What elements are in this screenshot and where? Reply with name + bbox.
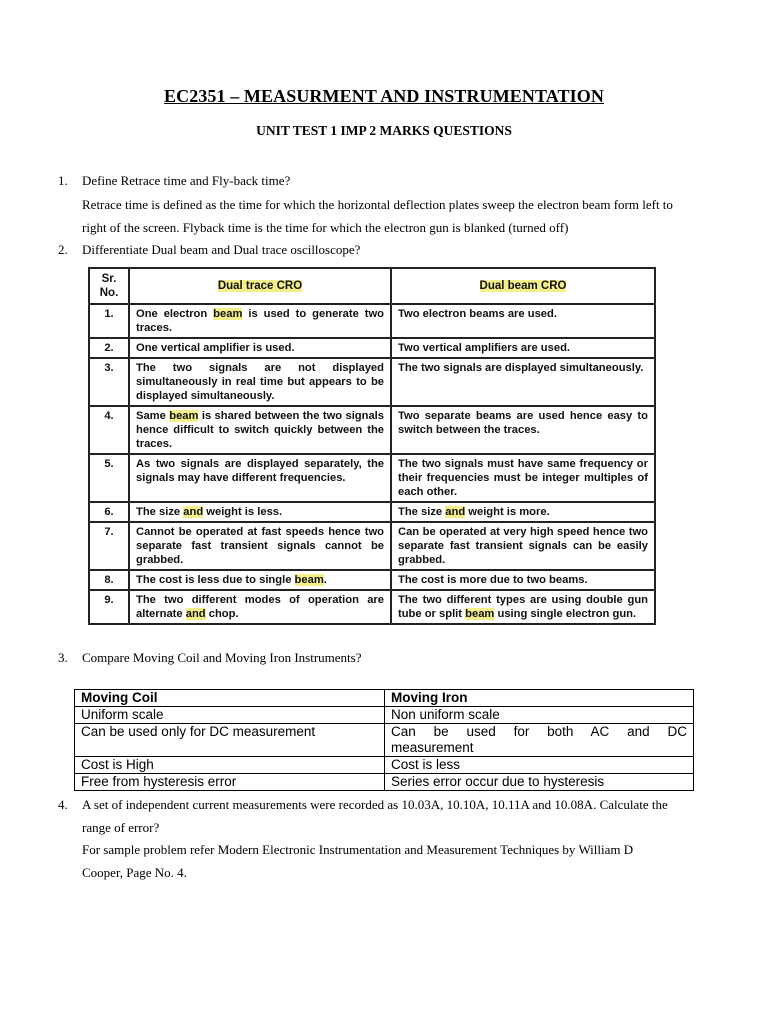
- question-3-number: 3.: [58, 650, 68, 665]
- dual-beam-cell: The cost is more due to two beams.: [391, 570, 655, 590]
- question-2-number: 2.: [58, 242, 68, 257]
- answer-1-line-1: Retrace time is defined as the time for which the horizontal deflection plates sweep the electron beam form left to: [82, 197, 673, 212]
- dual-beam-cell: The two signals must have same frequency or their frequencies must be integer multiples of each other.: [391, 454, 655, 502]
- question-2-text: Differentiate Dual beam and Dual trace oscilloscope?: [82, 242, 361, 257]
- header-sr-no: [89, 268, 129, 304]
- question-4-number: 4.: [58, 797, 68, 812]
- question-4-continued: range of error?: [82, 820, 160, 835]
- dual-trace-cell: As two signals are displayed separately, the signals may have different frequencies.: [129, 454, 391, 502]
- cell-text: weight is more.: [468, 506, 550, 518]
- header-moving-coil: Moving Coil: [75, 690, 385, 707]
- answer-4-line-2: Cooper, Page No. 4.: [82, 865, 187, 880]
- table-row: [89, 590, 655, 624]
- moving-coil-cell: Free from hysteresis error: [75, 774, 385, 791]
- moving-iron-cell: [385, 724, 694, 757]
- question-1-number: 1.: [58, 173, 68, 188]
- dual-trace-cell: Cannot be operated at fast speeds hence two separate fast transient signals cannot be grabbed.: [129, 522, 391, 570]
- cell-text: Same: [136, 410, 166, 422]
- table-header-row: [89, 268, 655, 304]
- table-row: [89, 358, 655, 406]
- highlight-text: and: [183, 506, 204, 518]
- header-dual-beam: [391, 268, 655, 304]
- row-sr: 1.: [89, 304, 129, 338]
- cell-text: .: [323, 574, 327, 586]
- header-no: No.: [99, 287, 119, 299]
- dual-trace-cell: [129, 406, 391, 454]
- answer-4-line-1: For sample problem refer Modern Electronic Instrumentation and Measurement Techniques by William D: [82, 842, 634, 857]
- moving-iron-cell: Non uniform scale: [385, 707, 694, 724]
- cell-text: chop.: [208, 608, 239, 620]
- header-sr: Sr.: [101, 273, 117, 285]
- table-row: [75, 757, 694, 774]
- moving-coil-vs-iron-table: [74, 689, 694, 791]
- cell-text: The size: [398, 506, 443, 518]
- highlight-text: and: [185, 608, 206, 620]
- table-header-row: [75, 690, 694, 707]
- header-dual-trace: [129, 268, 391, 304]
- table-row: [75, 774, 694, 791]
- cell-text: is used to generate two traces.: [136, 308, 385, 334]
- dual-beam-cell: Two electron beams are used.: [391, 304, 655, 338]
- cell-text: The size: [136, 506, 181, 518]
- header-dual-beam-label: Dual beam CRO: [479, 280, 567, 292]
- cell-text: using single electron gun.: [497, 608, 637, 620]
- answer-1-line-2: right of the screen. Flyback time is the time for which the electron gun is blanked (turned off): [82, 220, 569, 235]
- highlight-text: beam: [294, 574, 324, 586]
- header-dual-trace-label: Dual trace CRO: [217, 280, 303, 292]
- dual-trace-cell: One vertical amplifier is used.: [129, 338, 391, 358]
- moving-coil-cell: Can be used only for DC measurement: [75, 724, 385, 757]
- dual-beam-cell: Two separate beams are used hence easy to switch between the traces.: [391, 406, 655, 454]
- row-sr: 6.: [89, 502, 129, 522]
- table-row: [89, 502, 655, 522]
- cell-text: The cost is less due to single: [136, 574, 292, 586]
- document-title: EC2351 – MEASURMENT AND INSTRUMENTATION: [164, 86, 604, 106]
- highlight-text: beam: [169, 410, 199, 422]
- question-2: [58, 242, 360, 258]
- dual-trace-vs-dual-beam-table: [88, 267, 656, 625]
- question-3: [58, 650, 361, 666]
- table-row: [89, 454, 655, 502]
- row-sr: 3.: [89, 358, 129, 406]
- row-sr: 9.: [89, 590, 129, 624]
- table-row: [75, 724, 694, 757]
- dual-trace-cell: The two signals are not displayed simultaneously in real time but appears to be displayed simultaneously.: [129, 358, 391, 406]
- moving-iron-line-1: Can be used for both AC and DC: [391, 724, 687, 739]
- cell-text: The two different modes of operation are alternate: [136, 594, 384, 620]
- dual-beam-cell: The two signals are displayed simultaneously.: [391, 358, 655, 406]
- row-sr: 2.: [89, 338, 129, 358]
- dual-beam-cell: Can be operated at very high speed hence two separate fast transient signals can be easily grabbed.: [391, 522, 655, 570]
- row-sr: 5.: [89, 454, 129, 502]
- question-3-text: Compare Moving Coil and Moving Iron Instruments?: [82, 650, 362, 665]
- dual-trace-cell: [129, 590, 391, 624]
- row-sr: 4.: [89, 406, 129, 454]
- question-1-text: Define Retrace time and Fly-back time?: [82, 173, 291, 188]
- moving-iron-cell: Cost is less: [385, 757, 694, 774]
- row-sr: 8.: [89, 570, 129, 590]
- moving-coil-cell: Cost is High: [75, 757, 385, 774]
- table-row: [75, 707, 694, 724]
- table-row: [89, 522, 655, 570]
- cell-text: weight is less.: [206, 506, 283, 518]
- question-1: [58, 173, 290, 189]
- row-sr: 7.: [89, 522, 129, 570]
- document-subtitle: UNIT TEST 1 IMP 2 MARKS QUESTIONS: [256, 123, 512, 138]
- dual-beam-cell: [391, 590, 655, 624]
- question-4: [58, 797, 668, 813]
- dual-trace-cell: [129, 502, 391, 522]
- header-moving-iron: Moving Iron: [385, 690, 694, 707]
- table-row: [89, 406, 655, 454]
- highlight-text: and: [445, 506, 466, 518]
- cell-text: One electron: [136, 308, 208, 320]
- moving-coil-cell: Uniform scale: [75, 707, 385, 724]
- highlight-text: beam: [213, 308, 243, 320]
- cell-text: The two different types are using double gun tube or split: [398, 594, 648, 620]
- table-row: [89, 570, 655, 590]
- dual-trace-cell: [129, 570, 391, 590]
- question-4-text: A set of independent current measurements were recorded as 10.03A, 10.10A, 10.11A and 10.08A. Calculate the: [82, 797, 668, 812]
- moving-iron-cell: Series error occur due to hysteresis: [385, 774, 694, 791]
- dual-beam-cell: Two vertical amplifiers are used.: [391, 338, 655, 358]
- table-row: [89, 338, 655, 358]
- dual-beam-cell: [391, 502, 655, 522]
- dual-trace-cell: [129, 304, 391, 338]
- cell-text: is shared between the two signals hence difficult to switch quickly between the traces.: [136, 410, 385, 450]
- highlight-text: beam: [465, 608, 495, 620]
- table-row: [89, 304, 655, 338]
- moving-iron-line-2: measurement: [391, 740, 474, 755]
